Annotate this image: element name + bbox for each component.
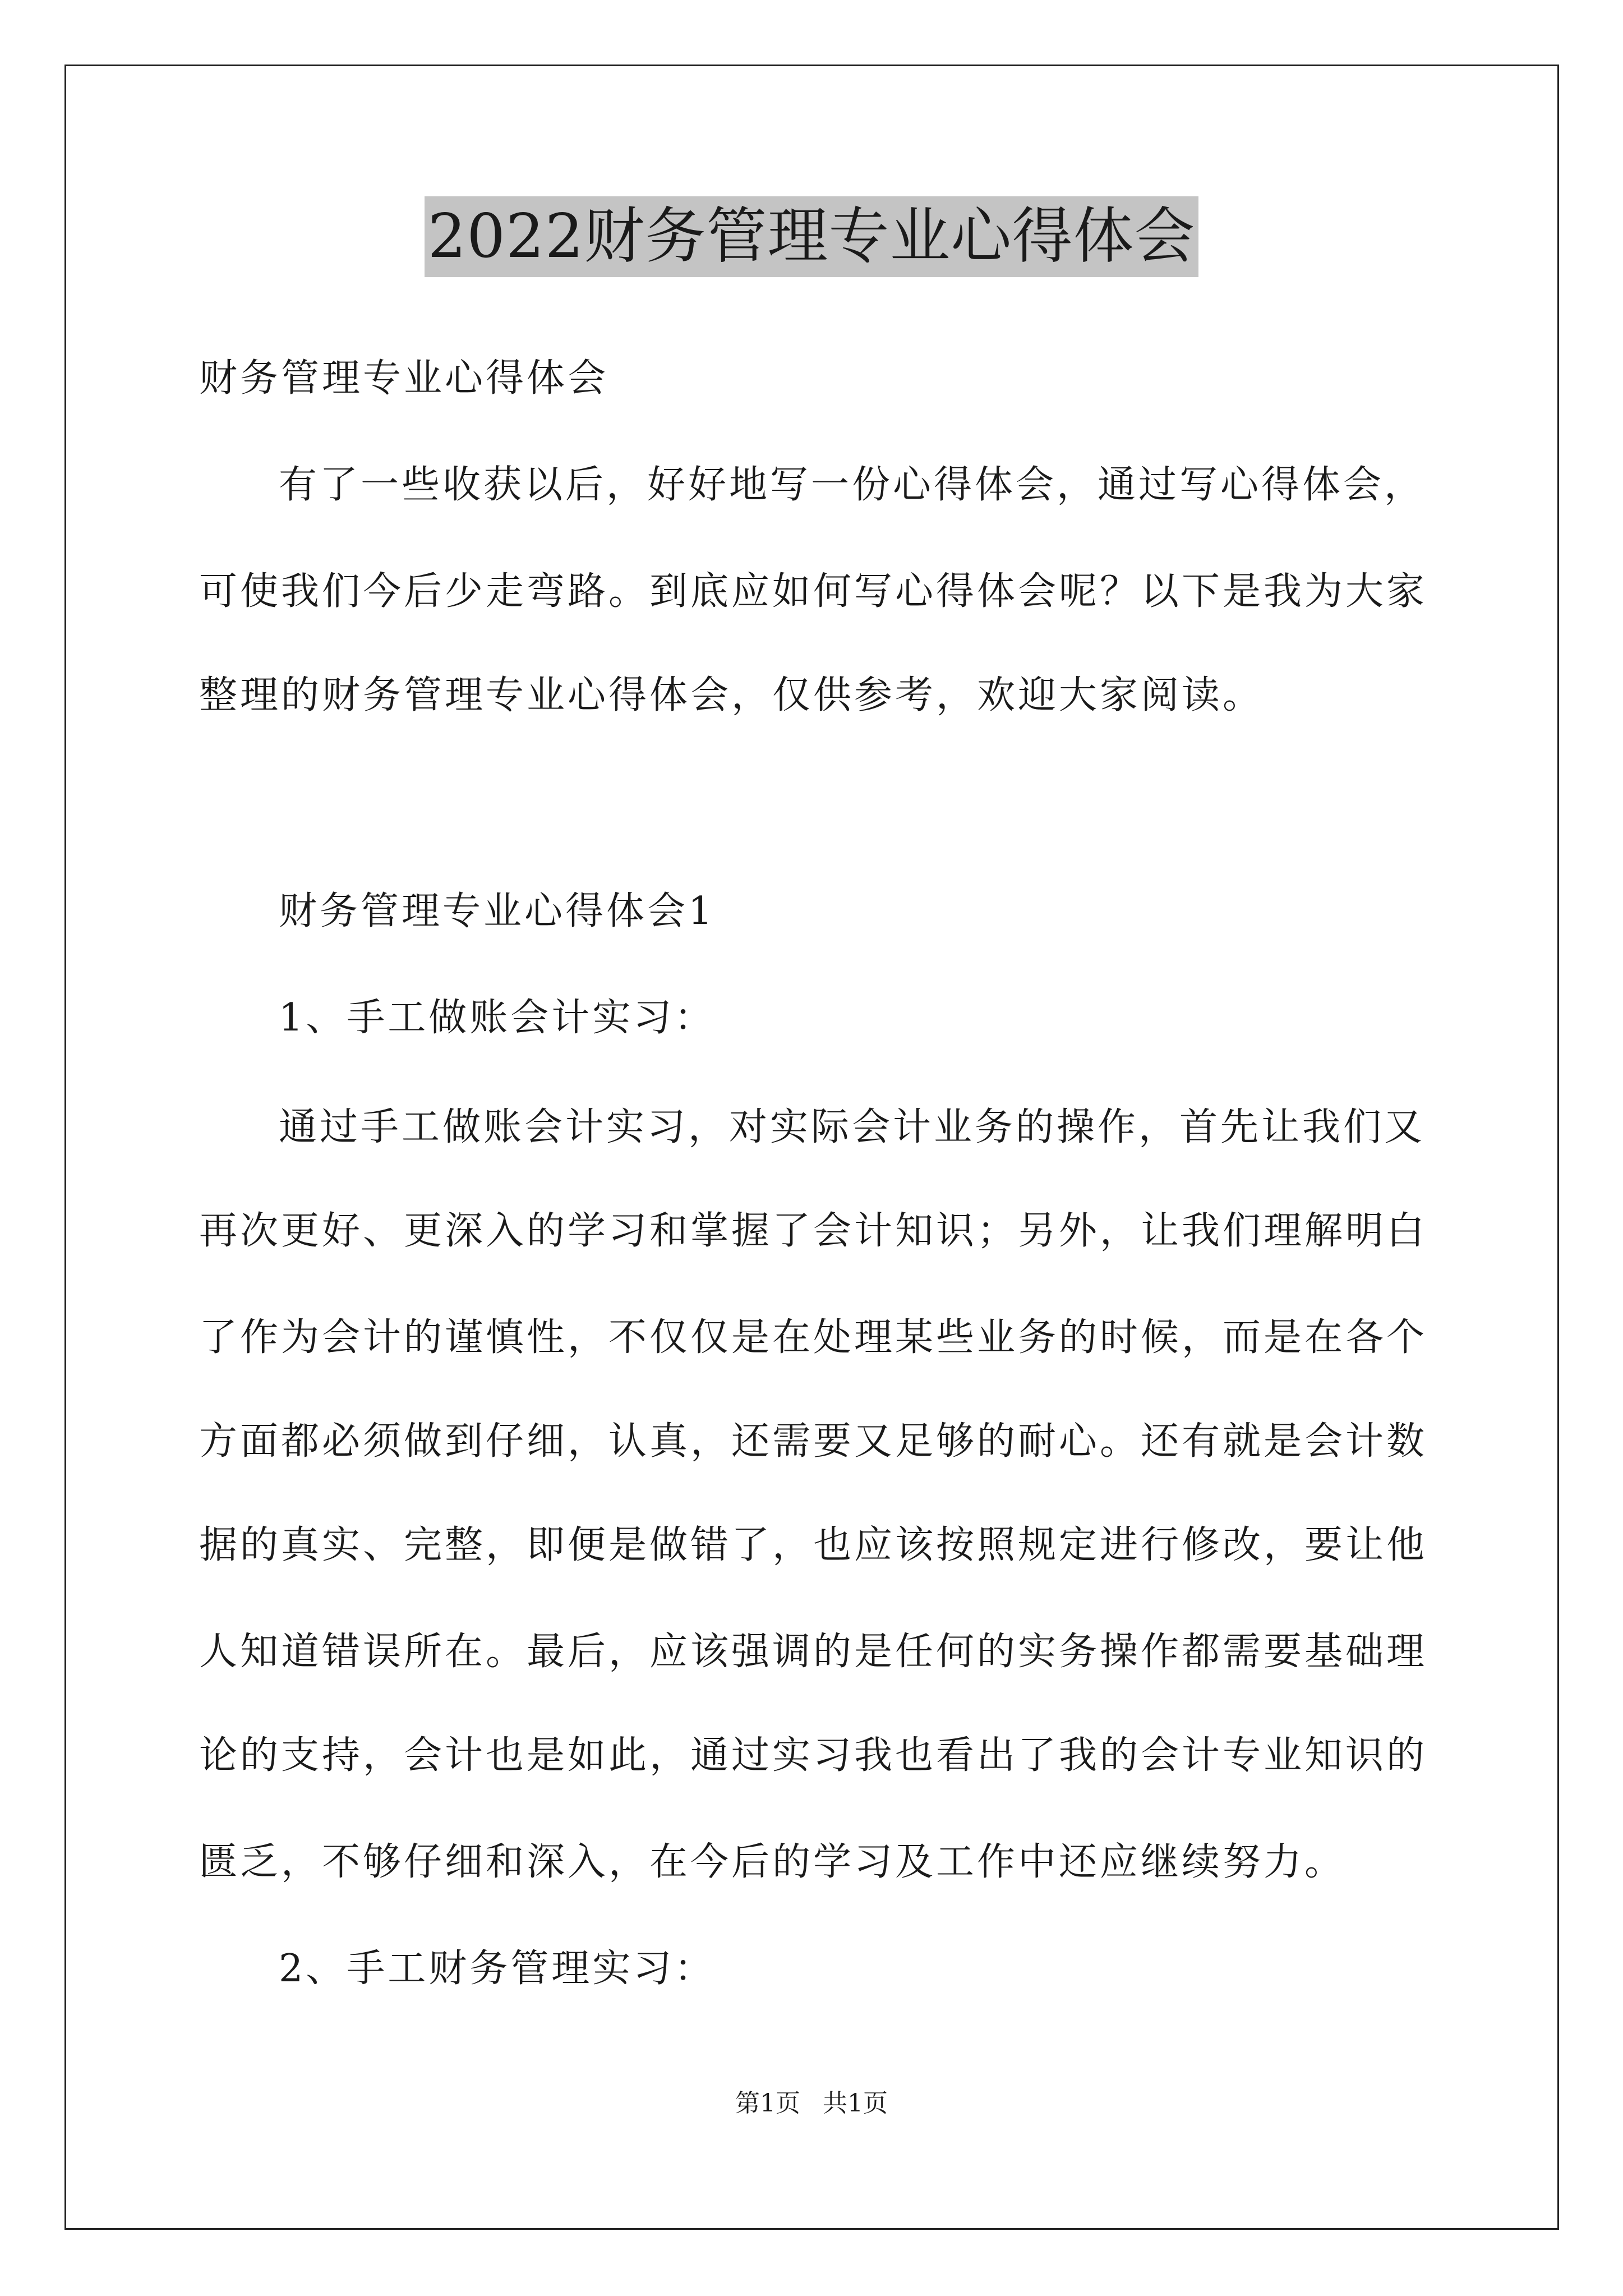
- body-line: 方面都必须做到仔细，认真，还需要又足够的耐心。还有就是会计数: [199, 1419, 1428, 1464]
- item1-heading: 1、手工做账会计实习：: [279, 996, 716, 1040]
- body-line: 人知道错误所在。最后，应该强调的是任何的实务操作都需要基础理: [199, 1630, 1428, 1674]
- body-line: 论的支持，会计也是如此，通过实习我也看出了我的会计专业知识的: [199, 1733, 1428, 1778]
- body-line: 再次更好、更深入的学习和掌握了会计知识；另外，让我们理解明白: [199, 1209, 1428, 1253]
- title-container: [0, 196, 1623, 277]
- body-line: 通过手工做账会计实习，对实际会计业务的操作，首先让我们又: [279, 1105, 1426, 1149]
- intro-line: 有了一些收获以后，好好地写一份心得体会，通过写心得体会，: [279, 463, 1426, 507]
- document-subtitle: 财务管理专业心得体会: [199, 356, 609, 401]
- body-line: 据的真实、完整，即便是做错了，也应该按照规定进行修改，要让他: [199, 1523, 1428, 1567]
- intro-line: 可使我们今后少走弯路。到底应如何写心得体会呢？以下是我为大家: [199, 569, 1428, 614]
- body-line: 了作为会计的谨慎性，不仅仅是在处理某些业务的时候，而是在各个: [199, 1315, 1428, 1360]
- document-title: 2022财务管理专业心得体会: [425, 196, 1199, 277]
- page-footer: [0, 2087, 1623, 2120]
- page-total: 共1页: [823, 2089, 888, 2118]
- section-heading: 财务管理专业心得体会1: [279, 889, 716, 933]
- intro-line: 整理的财务管理专业心得体会，仅供参考，欢迎大家阅读。: [199, 673, 1264, 717]
- page-number: 第1页: [735, 2089, 800, 2118]
- body-line: 匮乏，不够仔细和深入，在今后的学习及工作中还应继续努力。: [199, 1840, 1346, 1884]
- item2-heading: 2、手工财务管理实习：: [279, 1947, 716, 1991]
